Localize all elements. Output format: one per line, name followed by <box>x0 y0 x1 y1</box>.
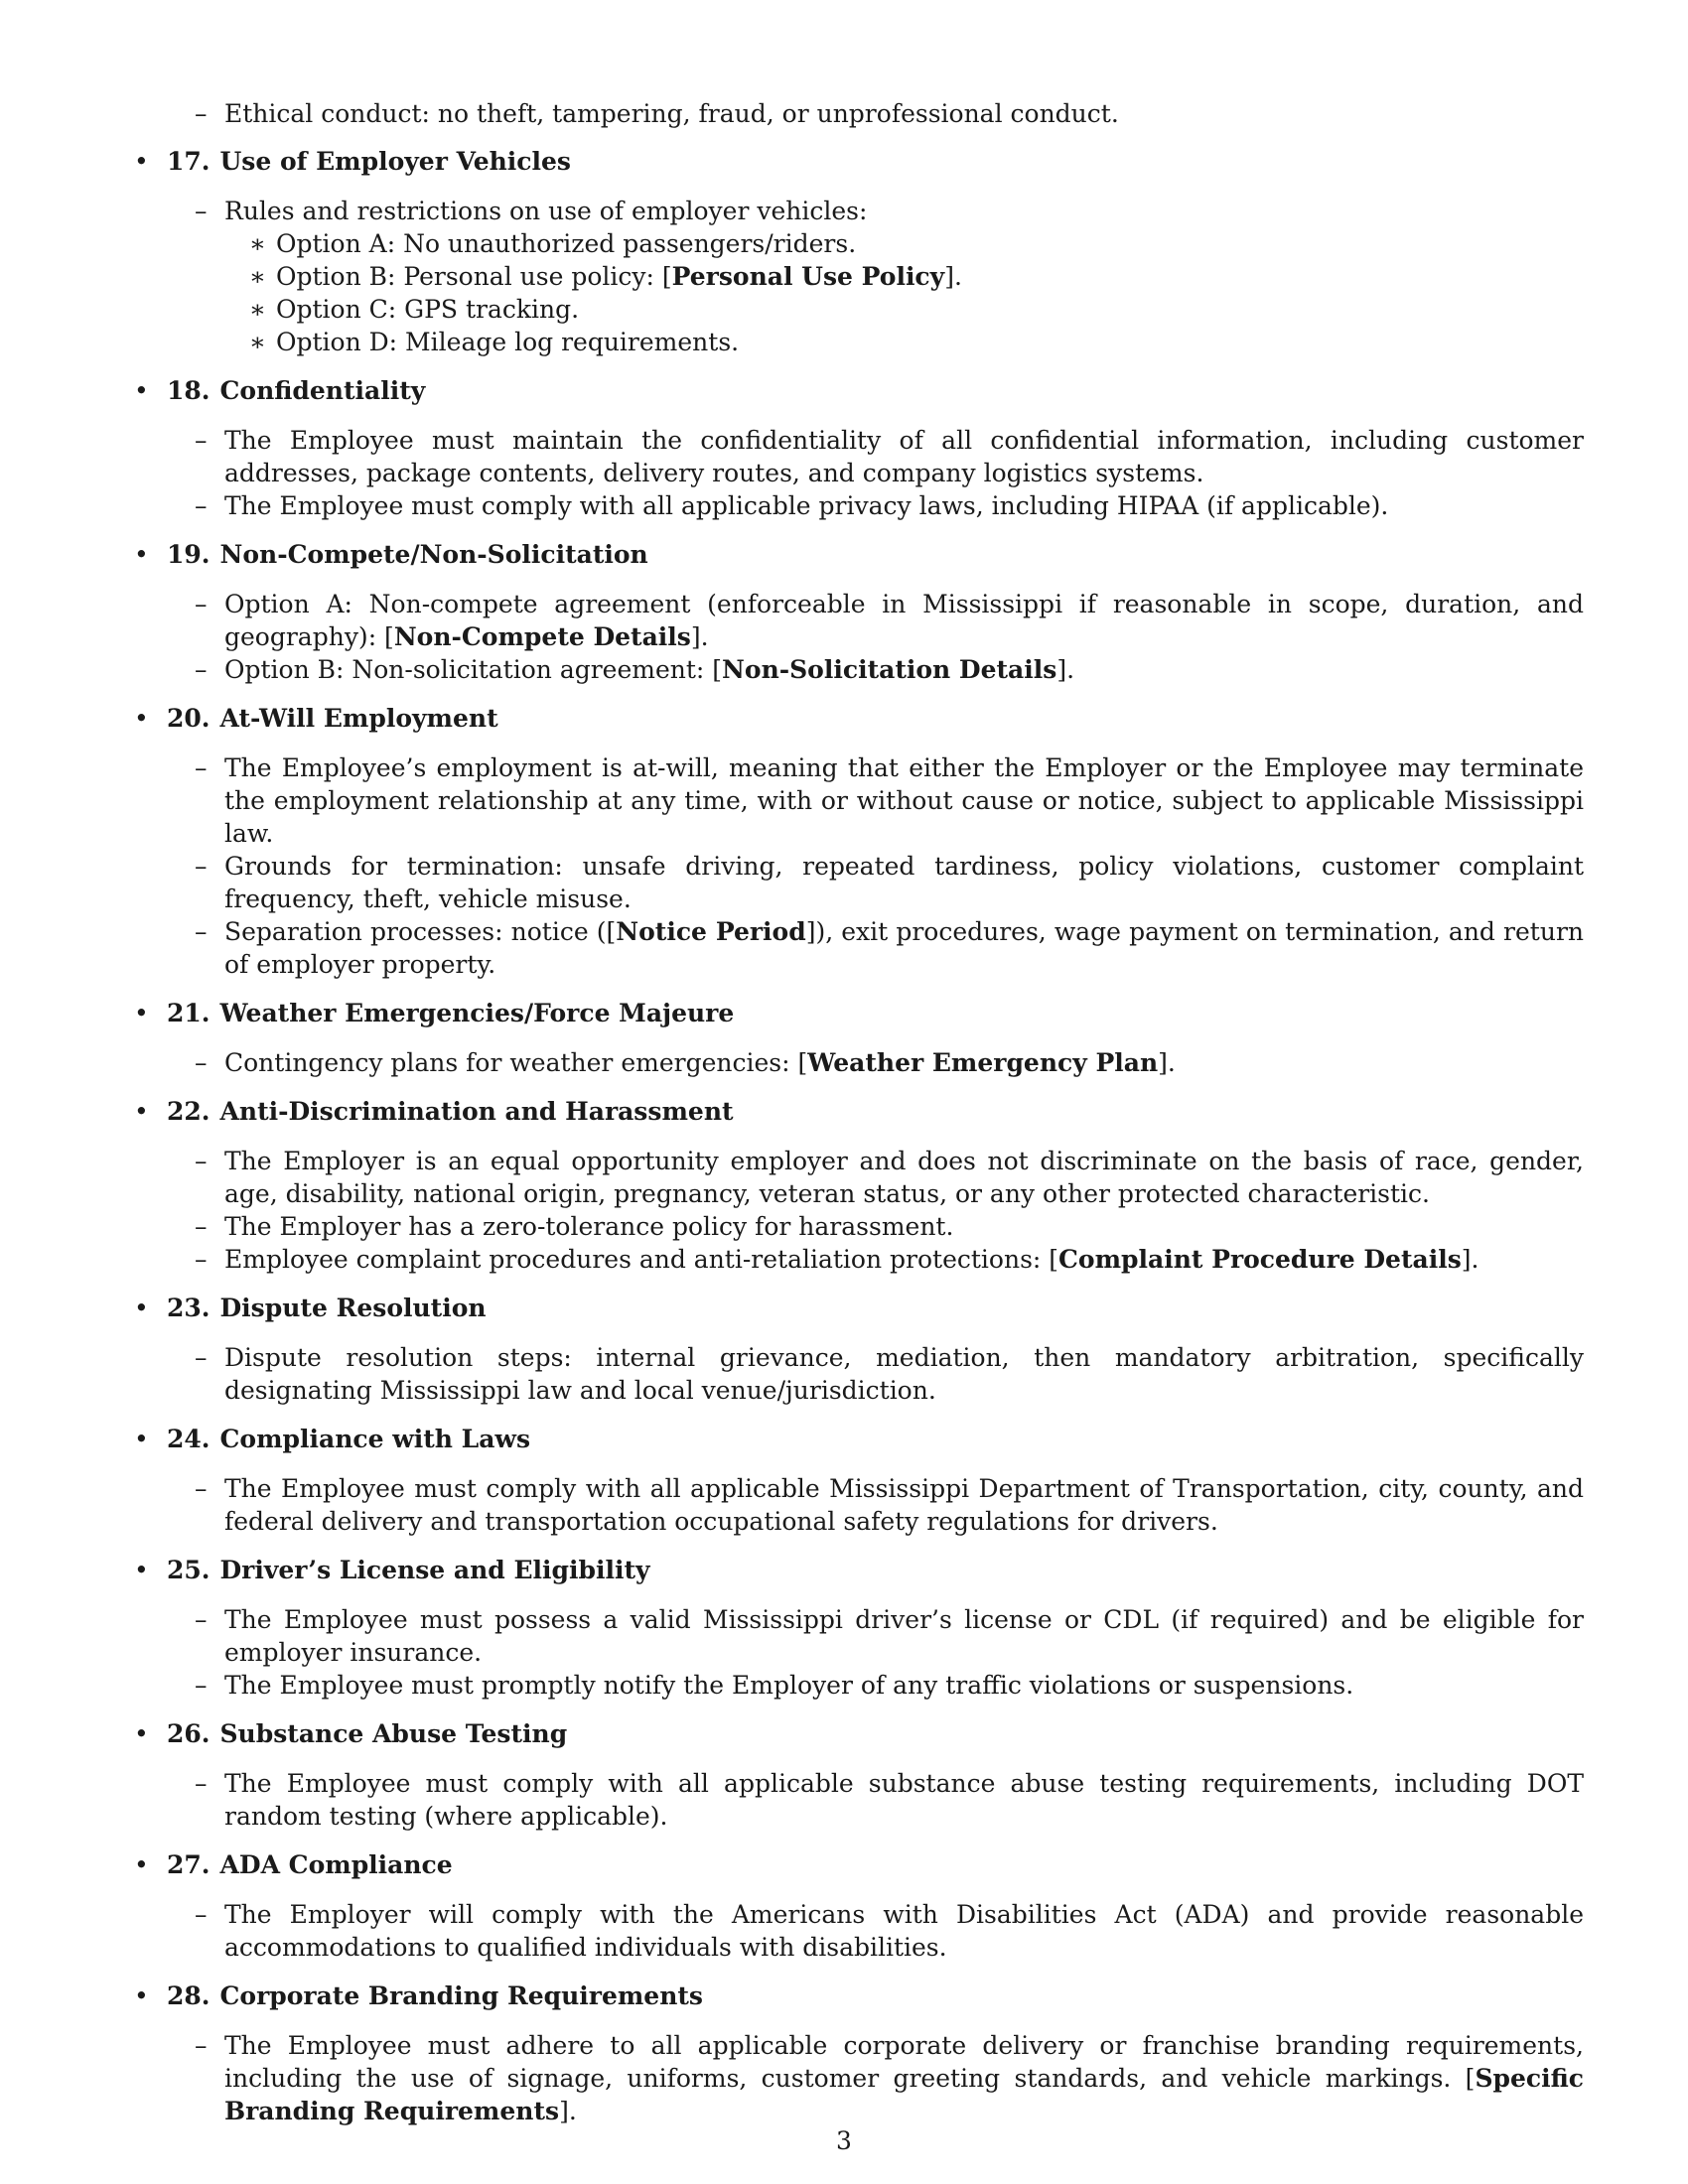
list-item: – The Employee must comply with all applicable privacy laws, including HIPAA (if applicable). <box>224 489 1584 522</box>
section-title: Substance Abuse Testing <box>219 1719 568 1748</box>
list-item: – Separation processes: notice ([Notice Period]), exit procedures, wage payment on termination, and return of employer property. <box>224 915 1584 981</box>
section-heading <box>134 702 1584 735</box>
section-title: ADA Compliance <box>219 1850 453 1879</box>
placeholder-field: Complaint Procedure Details <box>1058 1245 1462 1274</box>
bullet-icon: • <box>134 1556 149 1584</box>
page-content <box>134 97 1584 2127</box>
list-item: – The Employee must comply with all applicable substance abuse testing requirements, including DOT random testing (where applicable). <box>224 1767 1584 1833</box>
placeholder-field: Weather Emergency Plan <box>807 1048 1159 1077</box>
section-items <box>134 424 1584 522</box>
section-title: Use of Employer Vehicles <box>219 147 571 176</box>
section-title: Non-Compete/Non-Solicitation <box>219 540 648 569</box>
placeholder-field: Notice Period <box>616 917 806 946</box>
section-heading <box>134 374 1584 407</box>
section-number: 28. <box>167 1981 211 2010</box>
list-item: – Dispute resolution steps: internal grievance, mediation, then mandatory arbitration, specifically designating Mississippi law and local venue/jurisdiction. <box>224 1341 1584 1407</box>
bullet-icon: • <box>134 999 149 1027</box>
section-22 <box>134 1095 1584 1276</box>
section-number: 26. <box>167 1719 211 1748</box>
section-items <box>134 2029 1584 2127</box>
list-item: – The Employer will comply with the Americans with Disabilities Act (ADA) and provide reasonable accommodations to qualified individuals with disabilities. <box>224 1898 1584 1964</box>
bullet-icon: • <box>134 1294 149 1322</box>
section-19 <box>134 538 1584 686</box>
option-item: ∗ Option B: Personal use policy: [Personal Use Policy]. <box>276 260 1584 293</box>
section-number: 22. <box>167 1097 211 1126</box>
list-item: – Option B: Non-solicitation agreement: [Non-Solicitation Details]. <box>224 653 1584 686</box>
list-item: – Employee complaint procedures and anti-retaliation protections: [Complaint Procedure Details]. <box>224 1243 1584 1276</box>
section-20 <box>134 702 1584 981</box>
section-list <box>134 145 1584 2127</box>
list-item: – Grounds for termination: unsafe driving, repeated tardiness, policy violations, customer complaint frequency, theft, vehicle misuse. <box>224 850 1584 915</box>
section-items <box>134 195 1584 358</box>
section-title: Corporate Branding Requirements <box>219 1981 704 2010</box>
bullet-icon: • <box>134 1719 149 1748</box>
section-26 <box>134 1717 1584 1833</box>
list-item: – The Employee must promptly notify the Employer of any traffic violations or suspensions. <box>224 1669 1584 1702</box>
section-number: 19. <box>167 540 211 569</box>
section-heading <box>134 1554 1584 1586</box>
bullet-icon: • <box>134 1981 149 2010</box>
section-heading <box>134 1095 1584 1128</box>
bullet-icon: • <box>134 704 149 733</box>
bullet-icon: • <box>134 1097 149 1126</box>
section-heading <box>134 538 1584 571</box>
option-list <box>224 227 1584 358</box>
section-heading <box>134 145 1584 178</box>
list-item: – The Employee must maintain the confidentiality of all confidential information, including customer addresses, package contents, delivery routes, and company logistics systems. <box>224 424 1584 489</box>
section-number: 17. <box>167 147 211 176</box>
placeholder-field: Non-Solicitation Details <box>722 655 1057 684</box>
section-title: Weather Emergencies/Force Majeure <box>219 999 735 1027</box>
section-number: 25. <box>167 1556 211 1584</box>
placeholder-field: Non-Compete Details <box>393 622 691 651</box>
list-item: – The Employee must adhere to all applicable corporate delivery or franchise branding requirements, including the use of signage, uniforms, customer greeting standards, and vehicle markings. [Specific Branding Requirements]. <box>224 2029 1584 2127</box>
section-title: Confidentiality <box>219 376 426 405</box>
list-item: – The Employee’s employment is at-will, meaning that either the Employer or the Employee may terminate the employment relationship at any time, with or without cause or notice, subject to applicable Mississippi law. <box>224 751 1584 850</box>
section-heading <box>134 997 1584 1029</box>
section-title: At-Will Employment <box>219 704 498 733</box>
section-heading <box>134 1292 1584 1324</box>
section-heading <box>134 1717 1584 1750</box>
placeholder-field: Personal Use Policy <box>671 262 945 291</box>
option-item: ∗ Option D: Mileage log requirements. <box>276 326 1584 358</box>
section-items <box>134 1046 1584 1079</box>
section-18 <box>134 374 1584 522</box>
section-28 <box>134 1979 1584 2127</box>
section-21 <box>134 997 1584 1079</box>
section-heading <box>134 1423 1584 1455</box>
bullet-icon: • <box>134 147 149 176</box>
section-number: 27. <box>167 1850 211 1879</box>
section-17 <box>134 145 1584 358</box>
list-item: – Rules and restrictions on use of employer vehicles: ∗ Option A: No unauthorized passengers/riders. ∗ Option B: Personal use policy: [Personal Use Policy]. ∗ Option C: GPS tracking. ∗ Option D: Mileage log requirements. <box>224 195 1584 358</box>
page-number: 3 <box>836 2126 852 2155</box>
section-title: Compliance with Laws <box>219 1425 531 1453</box>
option-item: ∗ Option A: No unauthorized passengers/riders. <box>276 227 1584 260</box>
section-heading <box>134 1979 1584 2012</box>
list-item: – The Employer is an equal opportunity employer and does not discriminate on the basis of race, gender, age, disability, national origin, pregnancy, veteran status, or any other protected characteristic. <box>224 1145 1584 1210</box>
list-item: – Contingency plans for weather emergencies: [Weather Emergency Plan]. <box>224 1046 1584 1079</box>
list-item: – The Employee must possess a valid Mississippi driver’s license or CDL (if required) and be eligible for employer insurance. <box>224 1603 1584 1669</box>
bullet-icon: • <box>134 376 149 405</box>
section-items <box>134 1145 1584 1276</box>
section-23 <box>134 1292 1584 1407</box>
section-title: Anti-Discrimination and Harassment <box>219 1097 734 1126</box>
option-item: ∗ Option C: GPS tracking. <box>276 293 1584 326</box>
section-number: 23. <box>167 1294 211 1322</box>
section-items <box>134 1767 1584 1833</box>
list-item: – Option A: Non-compete agreement (enforceable in Mississippi if reasonable in scope, duration, and geography): [Non-Compete Details]. <box>224 588 1584 653</box>
section-title: Dispute Resolution <box>219 1294 487 1322</box>
section-heading <box>134 1848 1584 1881</box>
section-items <box>134 1898 1584 1964</box>
bullet-icon: • <box>134 1850 149 1879</box>
section-title: Driver’s License and Eligibility <box>219 1556 650 1584</box>
section-items <box>134 1472 1584 1538</box>
section-items <box>134 751 1584 981</box>
section-25 <box>134 1554 1584 1702</box>
intro-item: – Ethical conduct: no theft, tampering, fraud, or unprofessional conduct. <box>224 97 1584 130</box>
list-item: – The Employee must comply with all applicable Mississippi Department of Transportation, city, county, and federal delivery and transportation occupational safety regulations for drivers. <box>224 1472 1584 1538</box>
section-items <box>134 588 1584 686</box>
bullet-icon: • <box>134 540 149 569</box>
section-number: 18. <box>167 376 211 405</box>
section-27 <box>134 1848 1584 1964</box>
list-item: – The Employer has a zero-tolerance policy for harassment. <box>224 1210 1584 1243</box>
section-items <box>134 1341 1584 1407</box>
section-number: 20. <box>167 704 211 733</box>
section-24 <box>134 1423 1584 1538</box>
section-number: 21. <box>167 999 211 1027</box>
intro-list <box>134 97 1584 130</box>
section-items <box>134 1603 1584 1702</box>
section-number: 24. <box>167 1425 211 1453</box>
placeholder-field: Specific Branding Requirements <box>224 2064 1584 2125</box>
bullet-icon: • <box>134 1425 149 1453</box>
